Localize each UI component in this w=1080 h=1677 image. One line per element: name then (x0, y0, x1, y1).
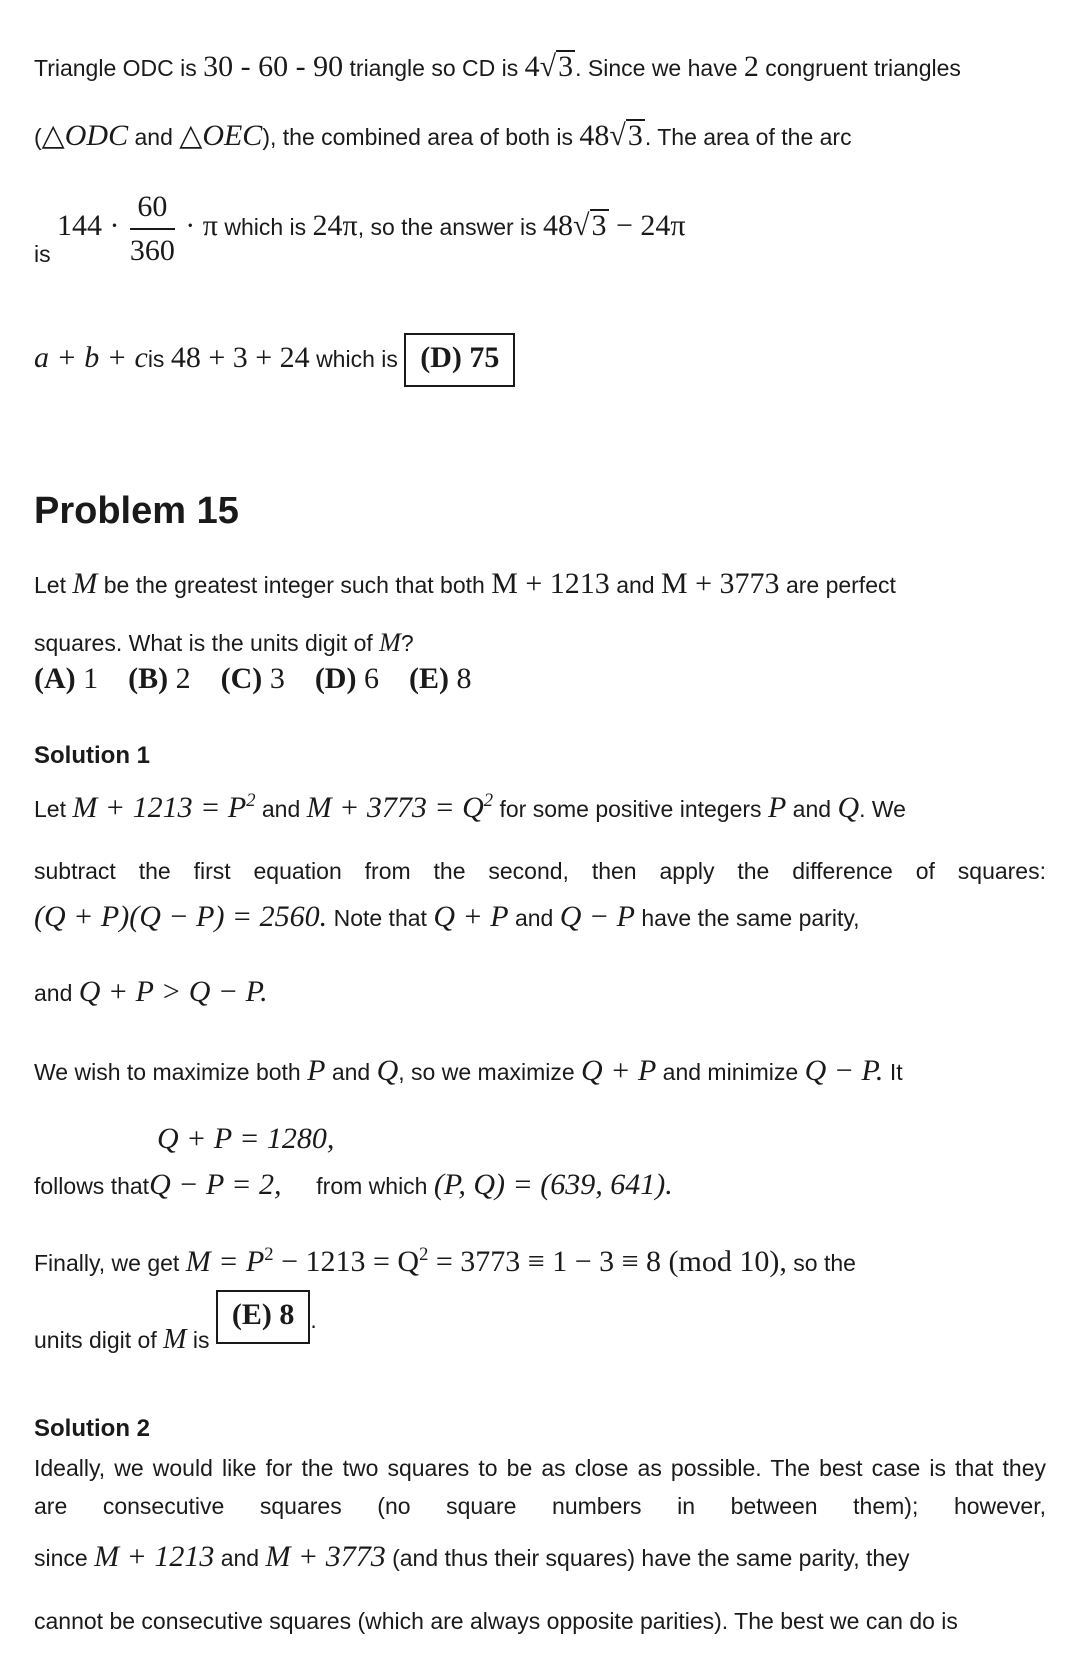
text: . Since we have (575, 55, 738, 81)
math: (P, Q) = (639, 641). (433, 1168, 673, 1201)
math: Q − P = 2, (149, 1168, 282, 1201)
math: Q + P (433, 900, 509, 933)
text: Let (34, 796, 66, 822)
math: (Q + P)(Q − P) = 2560. (34, 900, 328, 933)
text: ( (34, 124, 42, 150)
text: and (514, 905, 554, 931)
text: and (220, 1545, 260, 1571)
math: Q − P (559, 900, 635, 933)
problem-title: Problem 15 (34, 490, 239, 532)
text: Note that (333, 905, 427, 931)
solution1-line-4 (34, 975, 268, 1009)
text: , so the answer is (357, 214, 537, 241)
text: is (192, 1327, 210, 1353)
text: congruent triangles (765, 55, 961, 81)
text: and (792, 796, 832, 822)
math: Q (376, 1054, 399, 1087)
solution1-line-3 (34, 900, 860, 934)
solution1-line-2: subtract the first equation from the second, then apply the difference of squares: (34, 858, 1046, 884)
text: be the greatest integer such that both (103, 572, 485, 598)
prev-line-3 (34, 190, 686, 268)
text: follows that (34, 1173, 150, 1199)
text: (and thus their squares) have the same parity, they (392, 1545, 910, 1571)
math: · π (185, 209, 218, 243)
math: M + 1213 (491, 567, 610, 600)
text: triangle so CD is (349, 55, 519, 81)
solution1-line-9 (34, 1298, 317, 1368)
text: squares. What is the units digit of (34, 630, 373, 656)
text: have the same parity, (641, 905, 860, 931)
math-expr: M + 1213 = P (72, 791, 247, 824)
solution2-line-1: Ideally, we would like for the two squares to be as close as possible. The best case is that they (34, 1455, 1046, 1481)
text: ), the combined area of both is (262, 124, 574, 150)
math: a + b + c (34, 341, 148, 374)
solution2-line-4: cannot be consecutive squares (which are always opposite parities). The best we can do is (34, 1608, 958, 1634)
math: $M = P^2 - 1213 = Q^2 = 3773 \equiv 1 - 3 \equiv 8$ (mod 10), (185, 1244, 787, 1278)
fraction-numerator: 60 (130, 190, 175, 230)
math: 4√3 (524, 50, 574, 83)
math: M + 3773 (660, 567, 780, 600)
math: M (379, 628, 401, 657)
choice-letter: (A) (34, 662, 76, 695)
text: units digit of (34, 1327, 157, 1353)
text: . (310, 1307, 317, 1333)
text: and (261, 796, 301, 822)
problem-line-2 (34, 628, 414, 658)
math-tail: − 24π (616, 209, 686, 243)
math: M + 1213 (94, 1540, 215, 1573)
text: which is (224, 214, 307, 241)
solution1-line-8 (34, 1244, 856, 1279)
math: 48√3 − 24π (543, 209, 686, 243)
solution2-line-3 (34, 1540, 909, 1574)
text: Finally, we get (34, 1250, 180, 1276)
math-coef: 4 (524, 50, 540, 83)
text: It (889, 1059, 903, 1085)
solution-2-title: Solution 2 (34, 1415, 150, 1442)
math: 2 (743, 50, 759, 83)
solution-1-title: Solution 1 (34, 742, 150, 769)
solution1-line-6 (157, 1122, 334, 1156)
choice-letter: (C) (220, 662, 263, 695)
math: P (307, 1054, 326, 1087)
choice-letter: (B) (128, 662, 169, 695)
math: M (72, 567, 98, 600)
math: △OEC (179, 119, 263, 152)
math: 30 - 60 - 90 (203, 50, 344, 83)
text: and minimize (662, 1059, 799, 1085)
math-expr: M + 3773 = Q (306, 791, 484, 824)
text: is (34, 241, 51, 267)
math: Q + P (581, 1054, 657, 1087)
answer-box: (E) 8 (216, 1290, 311, 1344)
choice-c: (C) 3 (220, 662, 285, 695)
prev-line-1 (34, 50, 961, 84)
text: and (34, 980, 73, 1006)
text: so the (793, 1250, 856, 1276)
text: from which (316, 1173, 428, 1199)
math-radicand: 3 (558, 50, 574, 83)
fraction-denominator: 360 (129, 234, 175, 267)
math: 48√3 (579, 119, 643, 152)
math: $M + 1213 = P^2$ (72, 790, 256, 824)
text: . We (859, 796, 906, 822)
math: Q − P. (804, 1054, 884, 1087)
choice-letter: (E) (408, 662, 449, 695)
math: 48 + 3 + 24 (170, 341, 310, 374)
math-radicand: 3 (591, 209, 607, 243)
fraction (130, 190, 175, 268)
solution2-line-2: are consecutive squares (no square numbers in between them); however, (34, 1493, 1046, 1519)
math-expr: M = P (185, 1245, 265, 1278)
text: Triangle ODC is (34, 55, 197, 81)
text: and (616, 572, 655, 598)
text: , so we maximize (398, 1059, 575, 1085)
text: Let (34, 572, 66, 598)
choice-b: (B) 2 (128, 662, 191, 695)
prev-line-4 (34, 333, 515, 387)
choice-e: (E) 8 (408, 662, 472, 695)
prev-line-2 (34, 118, 852, 153)
math: Q + P = 1280, (157, 1122, 335, 1155)
math: 144 · (57, 209, 120, 243)
math-expr: − 1213 = Q (281, 1245, 420, 1278)
math: $M + 3773 = Q^2$ (306, 790, 494, 824)
math: M (163, 1324, 187, 1355)
math-coef: 48 (543, 209, 574, 243)
math-radicand: 3 (627, 119, 643, 152)
answer-box: (D) 75 (404, 333, 515, 387)
text: which is (316, 346, 398, 372)
text: since (34, 1545, 88, 1571)
solution1-line-7 (34, 1168, 673, 1202)
problem-line-1 (34, 567, 896, 601)
choice-letter: (D) (314, 662, 357, 695)
text: ? (400, 630, 414, 656)
answer-choices-row (34, 662, 501, 696)
math: Q (837, 791, 860, 824)
text: is (147, 346, 165, 372)
math: Q + P > Q − P. (78, 975, 268, 1008)
text: are perfect (785, 572, 896, 598)
text: for some positive integers (499, 796, 762, 822)
math-coef: 48 (579, 119, 610, 152)
text: We wish to maximize both (34, 1059, 301, 1085)
text: and (331, 1059, 371, 1085)
math-expr: = 3773 ≡ 1 − 3 ≡ 8 (mod 10), (435, 1245, 787, 1278)
solution1-line-5 (34, 1054, 903, 1088)
text: and (134, 124, 173, 150)
math: △ODC (41, 119, 129, 152)
math: P (767, 791, 787, 824)
math: M + 3773 (265, 1540, 386, 1573)
math: 24π (312, 209, 358, 243)
choice-a: (A) 1 (34, 662, 99, 695)
text: . The area of the arc (644, 124, 852, 150)
choice-d: (D) 6 (314, 662, 379, 695)
solution1-line-1 (34, 790, 906, 825)
